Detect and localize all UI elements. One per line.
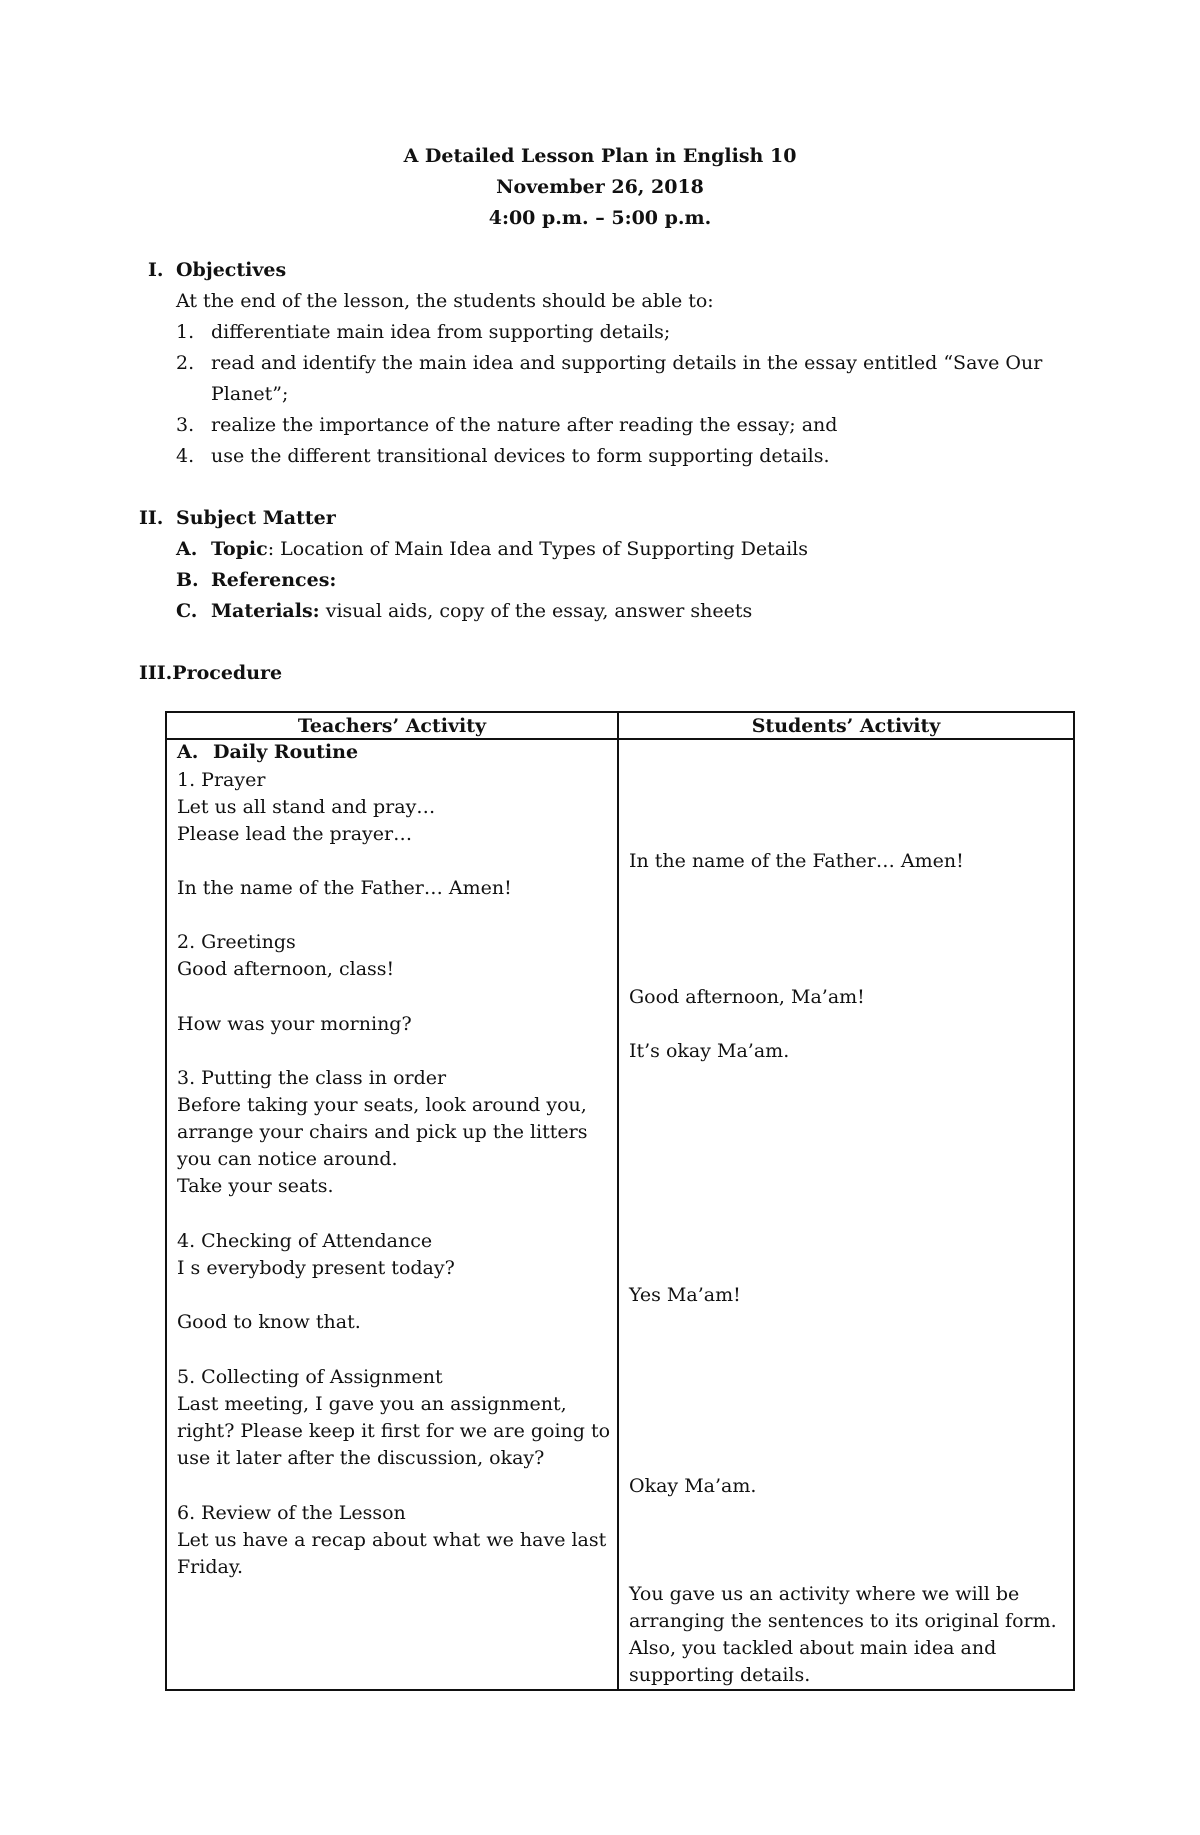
student-line: arranging the sentences to its original form. — [629, 1610, 1057, 1632]
teachers-activity-header: Teachers’ Activity — [166, 712, 618, 739]
student-line: Yes Ma’am! — [629, 1284, 741, 1306]
teacher-line: 3. Putting the class in order — [177, 1067, 447, 1089]
teacher-line: 6. Review of the Lesson — [177, 1502, 406, 1524]
subject-item-label: Topic — [211, 538, 268, 560]
student-line: Good afternoon, Ma’am! — [629, 986, 865, 1008]
objective-number: 2. — [176, 352, 195, 374]
table-header-row — [166, 712, 1074, 739]
subject-item-value: visual aids, copy of the essay, answer sheets — [325, 600, 753, 622]
student-line: Okay Ma’am. — [629, 1475, 757, 1497]
subject-item-separator: : — [267, 538, 281, 560]
subject-item-value: Location of Main Idea and Types of Supporting Details — [280, 538, 809, 560]
teacher-line: 1. Prayer — [177, 769, 266, 791]
procedure-section-title: Daily Routine — [213, 741, 359, 763]
section-heading-objectives: Objectives — [176, 259, 287, 281]
students-activity-cell — [618, 739, 1074, 1690]
procedure-table — [165, 711, 1075, 1691]
teacher-line: Take your seats. — [177, 1175, 334, 1197]
objective-text: differentiate main idea from supporting details; — [211, 321, 671, 343]
teacher-line: Good to know that. — [177, 1311, 361, 1333]
teacher-line: Please lead the prayer… — [177, 823, 413, 845]
teacher-line: Good afternoon, class! — [177, 958, 395, 980]
teacher-line: How was your morning? — [177, 1013, 412, 1035]
teacher-line: In the name of the Father… Amen! — [177, 877, 512, 899]
teacher-line: 5. Collecting of Assignment — [177, 1366, 443, 1388]
student-line: You gave us an activity where we will be — [629, 1583, 1020, 1605]
teacher-line: arrange your chairs and pick up the litters — [177, 1121, 588, 1143]
teachers-activity-cell — [166, 739, 618, 1690]
teacher-line: you can notice around. — [177, 1148, 398, 1170]
objectives-intro: At the end of the lesson, the students should be able to: — [176, 290, 714, 312]
student-line: In the name of the Father… Amen! — [629, 850, 964, 872]
subject-item-label: References: — [211, 569, 337, 591]
teacher-line: Let us have a recap about what we have last — [177, 1529, 607, 1551]
objective-text: read and identify the main idea and supporting details in the essay entitled “Save Our — [211, 352, 1043, 374]
subject-item-references — [211, 568, 336, 592]
teacher-line: Before taking your seats, look around you, — [177, 1094, 587, 1116]
objective-text-continued: Planet”; — [211, 383, 289, 405]
section-heading-subject-matter: Subject Matter — [176, 507, 336, 529]
document-date: November 26, 2018 — [496, 176, 704, 198]
teacher-line: Last meeting, I gave you an assignment, — [177, 1393, 567, 1415]
objective-number: 3. — [176, 414, 195, 436]
teacher-line: I s everybody present today? — [177, 1257, 455, 1279]
objective-number: 1. — [176, 321, 195, 343]
objective-text: realize the importance of the nature after reading the essay; and — [211, 414, 838, 436]
subject-item-topic — [211, 537, 808, 561]
students-activity-header: Students’ Activity — [618, 712, 1074, 739]
section-numeral-subject-matter: II. — [139, 507, 164, 529]
teacher-line: Friday. — [177, 1556, 244, 1578]
document-title: A Detailed Lesson Plan in English 10 — [403, 145, 797, 167]
table-row — [166, 739, 1074, 1690]
objective-number: 4. — [176, 445, 195, 467]
teacher-line: 2. Greetings — [177, 931, 296, 953]
subject-item-letter: C. — [176, 600, 198, 622]
procedure-section-letter: A. — [177, 741, 199, 763]
objective-text: use the different transitional devices to form supporting details. — [211, 445, 830, 467]
teacher-line: right? Please keep it first for we are going to — [177, 1420, 611, 1442]
student-line: It’s okay Ma’am. — [629, 1040, 790, 1062]
subject-item-letter: B. — [176, 569, 199, 591]
subject-item-letter: A. — [176, 538, 198, 560]
subject-item-label: Materials: — [211, 600, 320, 622]
section-numeral-objectives: I. — [148, 259, 164, 281]
student-line: Also, you tackled about main idea and — [629, 1637, 997, 1659]
section-heading-procedure: III.Procedure — [139, 662, 283, 684]
document-time: 4:00 p.m. – 5:00 p.m. — [488, 207, 712, 229]
subject-item-materials — [211, 599, 752, 623]
teacher-line: use it later after the discussion, okay? — [177, 1447, 545, 1469]
student-line: supporting details. — [629, 1664, 811, 1686]
teacher-line: Let us all stand and pray… — [177, 796, 436, 818]
teacher-line: 4. Checking of Attendance — [177, 1230, 433, 1252]
